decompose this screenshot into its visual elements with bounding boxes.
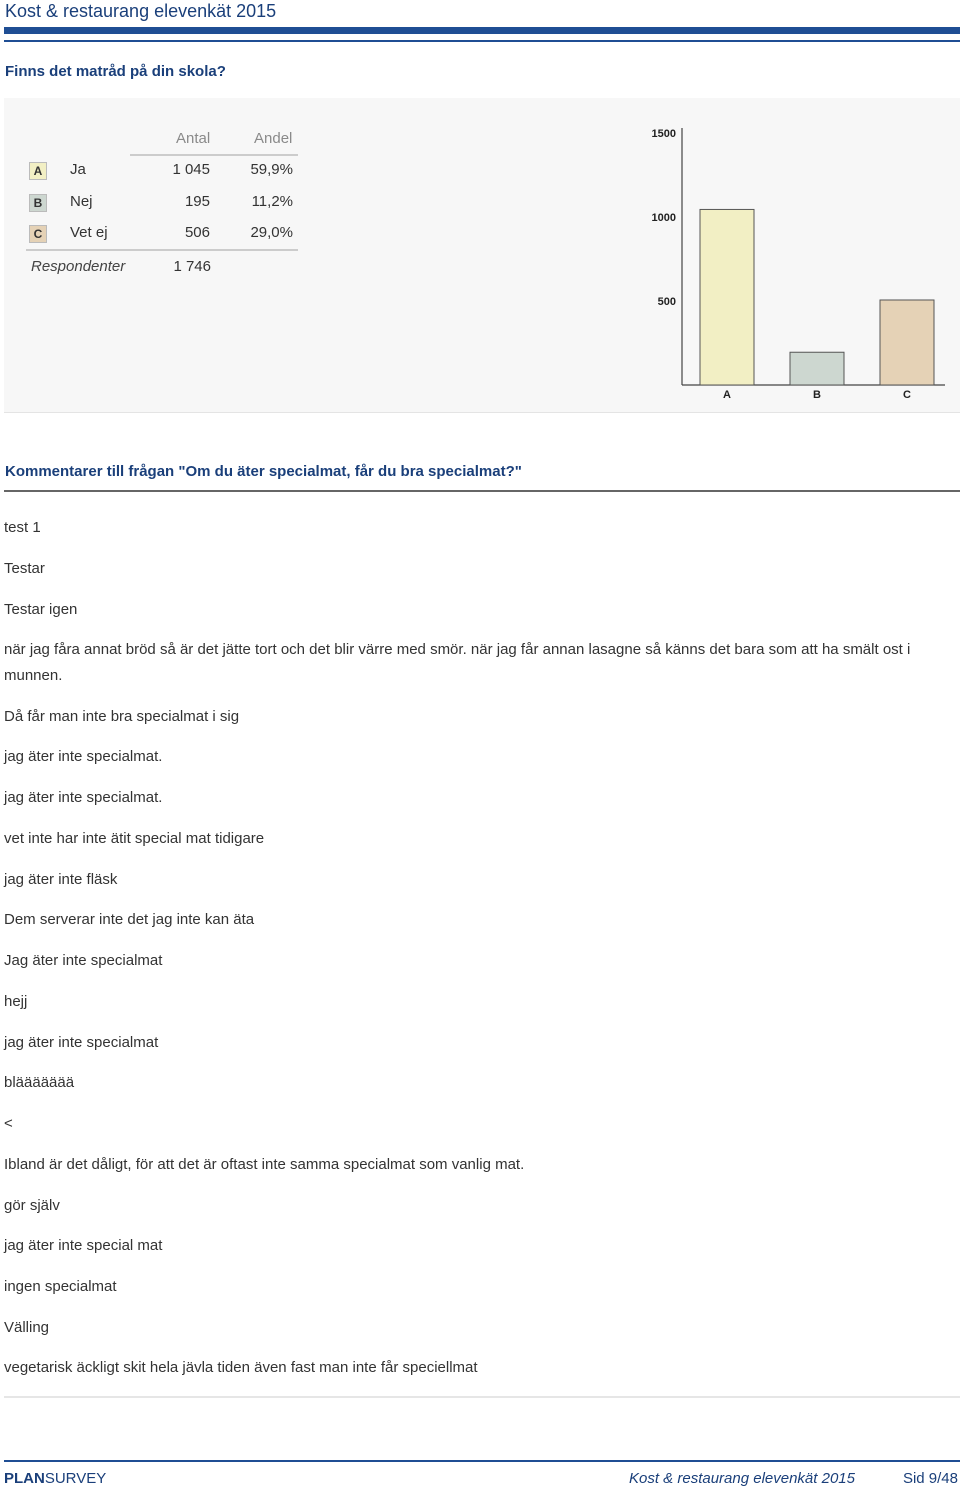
- row-count: 506: [184, 224, 210, 241]
- brand-logo-bold: PLAN: [4, 1470, 45, 1487]
- comment-item: test 1: [4, 519, 41, 536]
- row-share: 59,9%: [250, 161, 293, 178]
- table-row: [26, 190, 300, 216]
- bar-chart: [640, 118, 950, 408]
- row-label: Vet ej: [70, 224, 108, 241]
- comment-item: Testar: [4, 560, 45, 577]
- comments-end-rule: [4, 1396, 960, 1398]
- table-row: [26, 158, 300, 184]
- comments-title: Kommentarer till frågan "Om du äter specialmat, får du bra specialmat?": [5, 463, 522, 480]
- question-title: Finns det matråd på din skola?: [5, 63, 226, 80]
- header-rule-thick: [4, 27, 960, 34]
- y-tick-label: 1000: [651, 212, 676, 224]
- comment-item: vegetarisk äckligt skit hela jävla tiden även fast man inte får speciellmat: [4, 1359, 478, 1376]
- comment-item: Välling: [4, 1319, 50, 1336]
- comment-item: Dem serverar inte det jag inte kan äta: [4, 911, 255, 928]
- row-share: 11,2%: [251, 193, 293, 210]
- comment-item: gör själv: [4, 1197, 60, 1214]
- bar-c: [880, 300, 934, 385]
- comment-item: hejj: [4, 993, 28, 1010]
- comment-item: jag äter inte specialmat: [4, 1034, 159, 1051]
- comment-item: Ibland är det dåligt, för att det är oftast inte samma specialmat som vanlig mat.: [4, 1156, 525, 1173]
- y-tick-label: 500: [657, 296, 676, 308]
- table-header-rule: [130, 154, 298, 156]
- comment-item: Testar igen: [4, 601, 78, 618]
- comment-item: jag äter inte special mat: [4, 1237, 163, 1254]
- comment-item: jag äter inte fläsk: [4, 871, 118, 888]
- bar-a: [700, 209, 754, 385]
- bar-b: [790, 352, 844, 385]
- comment-item: Då får man inte bra specialmat i sig: [4, 708, 240, 725]
- comment-item: vet inte har inte ätit special mat tidigare: [4, 830, 265, 847]
- column-header-count: Antal: [176, 130, 211, 147]
- comment-item: <: [4, 1115, 13, 1132]
- row-count: 195: [184, 193, 210, 210]
- brand-logo-rest: SURVEY: [44, 1470, 107, 1487]
- column-header-share: Andel: [254, 130, 293, 147]
- table-row: [26, 221, 300, 247]
- row-letter-badge: C: [29, 225, 47, 243]
- x-tick-label: B: [813, 389, 821, 401]
- row-share: 29,0%: [250, 224, 293, 241]
- comment-item: ingen specialmat: [4, 1278, 117, 1295]
- comment-item: jag äter inte specialmat.: [4, 748, 163, 765]
- document-title: Kost & restaurang elevenkät 2015: [5, 1, 277, 21]
- brand-logo: [4, 1470, 106, 1488]
- row-label: Nej: [70, 193, 93, 210]
- comments-rule: [4, 490, 960, 492]
- respondents-value: 1 746: [173, 258, 211, 275]
- page-number: Sid 9/48: [902, 1470, 958, 1487]
- comment-item: bläääääää: [4, 1074, 75, 1091]
- x-tick-label: C: [903, 389, 911, 401]
- x-tick-label: A: [723, 389, 731, 401]
- comment-item: Jag äter inte specialmat: [4, 952, 163, 969]
- row-letter-badge: B: [29, 194, 47, 212]
- respondents-label: Respondenter: [31, 258, 126, 275]
- table-footer-rule: [26, 249, 298, 251]
- footer-document-title: Kost & restaurang elevenkät 2015: [629, 1470, 855, 1487]
- comment-item: när jag fåra annat bröd så är det jätte tort och det blir värre med smör. när jag får annan lasagne så känns det bara som att ha smält ost i munnen.: [4, 641, 911, 684]
- comment-item: jag äter inte specialmat.: [4, 789, 163, 806]
- y-tick-label: 1500: [651, 128, 676, 140]
- header-rule-thin: [4, 40, 960, 42]
- row-letter-badge: A: [29, 162, 47, 180]
- row-count: 1 045: [172, 161, 210, 178]
- row-label: Ja: [70, 161, 86, 178]
- footer-rule: [4, 1460, 960, 1462]
